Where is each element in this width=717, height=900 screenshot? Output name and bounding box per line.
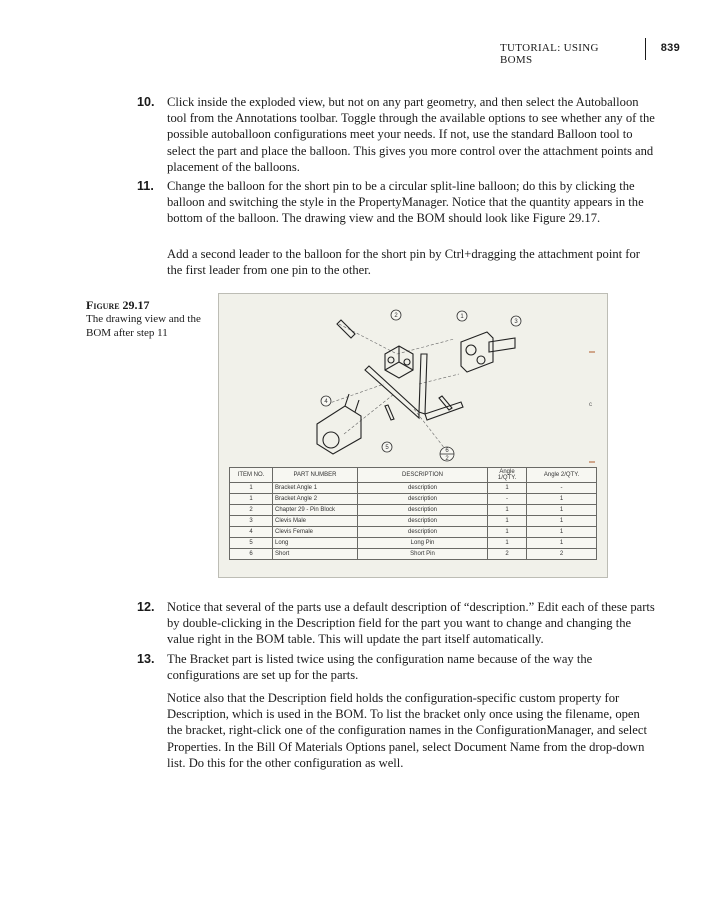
column-header: ITEM NO. <box>230 468 273 483</box>
cell-qty-angle2: - <box>527 483 597 494</box>
paragraph-second-leader: Add a second leader to the balloon for the short pin by Ctrl+dragging the attachment point for the first leader from one pin to the other. <box>167 247 640 278</box>
figure-caption-text: The drawing view and the BOM after step 11 <box>86 313 201 339</box>
table-row <box>230 494 597 505</box>
cell-part-number: Chapter 29 - Pin Block <box>273 505 358 516</box>
table-row <box>230 527 597 538</box>
table-row <box>230 549 597 560</box>
balloon-label: 5 <box>385 445 389 451</box>
table-row <box>230 538 597 549</box>
cell-description: description <box>358 494 488 505</box>
cell-description: description <box>358 527 488 538</box>
cell-item-no: 3 <box>230 516 273 527</box>
step-text: Notice that several of the parts use a default description of “description.” Edit each of these parts by double-clicking in the Description field for the part you want to change and changing the value right in the BOM table. This will update the part itself automatically. <box>167 600 655 647</box>
cell-part-number: Short <box>273 549 358 560</box>
figure-drawing-view <box>218 293 608 578</box>
running-header <box>500 38 690 66</box>
bom-header-row <box>230 468 597 483</box>
step-11 <box>137 178 657 227</box>
cell-qty-angle1: - <box>488 494 527 505</box>
balloon-label: 6 <box>445 448 449 454</box>
cell-part-number: Bracket Angle 2 <box>273 494 358 505</box>
header-divider <box>645 38 646 60</box>
cell-qty-angle1: 1 <box>488 527 527 538</box>
column-header: PART NUMBER <box>273 468 358 483</box>
cell-item-no: 2 <box>230 505 273 516</box>
step-text: The Bracket part is listed twice using the configuration name because of the way the configurations are set up for the parts. <box>167 652 593 683</box>
column-header: Angle 1/QTY. <box>488 468 527 483</box>
header-title: TUTORIAL: USING BOMS <box>500 42 599 66</box>
cell-description: description <box>358 483 488 494</box>
cell-qty-angle2: 1 <box>527 516 597 527</box>
column-header: DESCRIPTION <box>358 468 488 483</box>
step-number: 13. <box>137 652 155 666</box>
cell-description: Long Pin <box>358 538 488 549</box>
cell-part-number: Clevis Male <box>273 516 358 527</box>
balloon-label: 4 <box>324 399 328 405</box>
cell-qty-angle1: 2 <box>488 549 527 560</box>
cell-qty-angle1: 1 <box>488 538 527 549</box>
bom-table <box>229 467 597 560</box>
cell-qty-angle1: 1 <box>488 505 527 516</box>
cell-part-number: Bracket Angle 1 <box>273 483 358 494</box>
cell-qty-angle1: 1 <box>488 483 527 494</box>
cell-part-number: Clevis Female <box>273 527 358 538</box>
cell-qty-angle2: 1 <box>527 527 597 538</box>
cell-description: description <box>358 516 488 527</box>
step-number: 10. <box>137 95 155 109</box>
step-number: 12. <box>137 600 155 614</box>
balloon-label: 2 <box>445 456 449 462</box>
table-row <box>230 505 597 516</box>
cell-qty-angle1: 1 <box>488 516 527 527</box>
column-header: Angle 2/QTY. <box>527 468 597 483</box>
table-row <box>230 483 597 494</box>
margin-mark: c <box>589 402 592 408</box>
paragraph-description-field: Notice also that the Description field holds the configuration-specific custom property for Description, which is used in the BOM. To list the bracket only once using the filename, open the bracket, right-click one of the configuration names in the ConfigurationManager, and select Properties. In the Bill Of Materials Options panel, select Document Name from the drop-down list. Do this for the other configuration as well. <box>167 691 647 770</box>
step-text: Change the balloon for the short pin to be a circular split-line balloon; do this by clicking the balloon and switching the style in the PropertyManager. Notice that the quantity appears in the bottom of the balloon. The drawing view and the BOM should look like Figure 29.17. <box>167 179 644 226</box>
cell-part-number: Long <box>273 538 358 549</box>
step-13 <box>137 651 657 683</box>
cell-item-no: 4 <box>230 527 273 538</box>
table-row <box>230 516 597 527</box>
figure-caption <box>86 298 206 340</box>
cell-qty-angle2: 2 <box>527 549 597 560</box>
cell-qty-angle2: 1 <box>527 505 597 516</box>
cell-item-no: 5 <box>230 538 273 549</box>
cell-item-no: 1 <box>230 483 273 494</box>
balloon-label: 2 <box>394 313 398 319</box>
step-text: Click inside the exploded view, but not on any part geometry, and then select the Autoballoon tool from the Annotations toolbar. Toggle through the available options to see whether any of the possible autoballoon configurations meet your needs. If not, use the standard Balloon tool to select the part and place the balloon. This gives you more control over the attachment points and placement of the balloons. <box>167 95 655 174</box>
cell-description: Short Pin <box>358 549 488 560</box>
cell-qty-angle2: 1 <box>527 494 597 505</box>
figure-label: Figure 29.17 <box>86 298 150 312</box>
step-number: 11. <box>137 179 154 193</box>
cell-item-no: 6 <box>230 549 273 560</box>
balloon-label: 3 <box>514 319 518 325</box>
balloon-label: 1 <box>460 314 464 320</box>
cell-item-no: 1 <box>230 494 273 505</box>
step-12 <box>137 599 657 648</box>
page-number: 839 <box>660 42 680 54</box>
step-10 <box>137 94 657 175</box>
cell-qty-angle2: 1 <box>527 538 597 549</box>
cell-description: description <box>358 505 488 516</box>
